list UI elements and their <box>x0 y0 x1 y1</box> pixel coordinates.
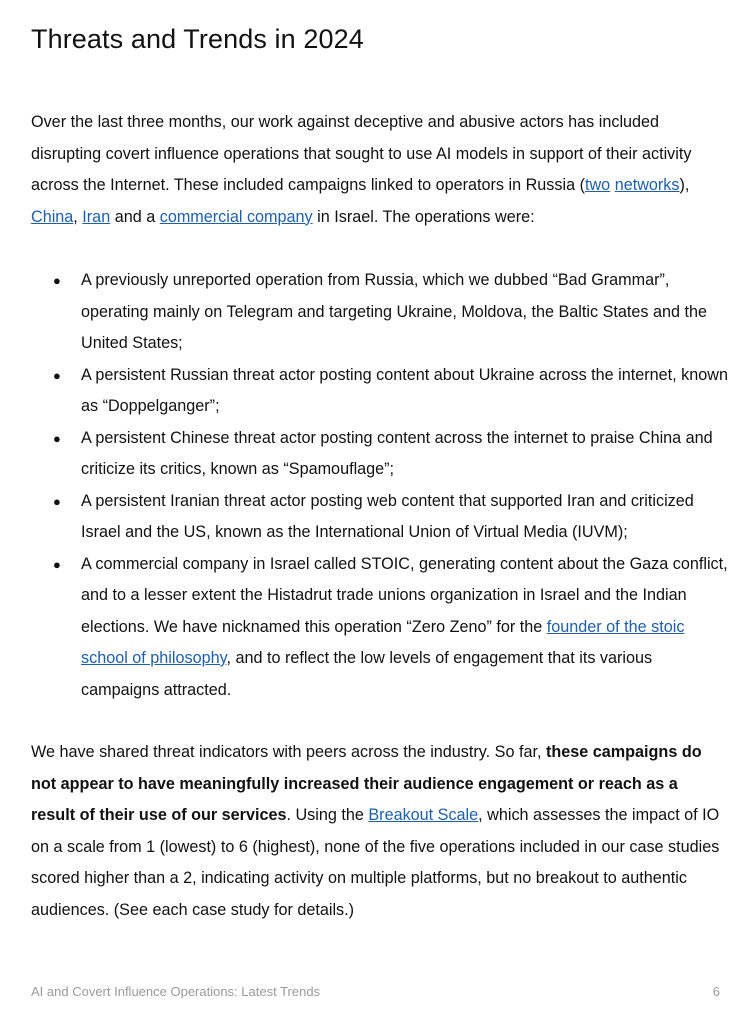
intro-paragraph <box>31 107 721 233</box>
list-item-text: A persistent Russian threat actor posting content about Ukraine across the internet, known as “Doppelganger”; <box>81 365 728 415</box>
closing-text: , which assesses the impact of IO on a scale from 1 (lowest) to 6 (highest), none of the five operations included in our case studies scored higher than a 2, indicating activity on multiple platforms, but no breakout to authentic audiences. (See each case study for details.) <box>31 806 720 919</box>
link-commercial-company[interactable]: commercial company <box>159 207 313 226</box>
list-item-text: A commercial company in Israel called STOIC, generating content about the Gaza conflict, and to a lesser extent the Histadrut trade unions organization in Israel and the Indian elections. We have nicknamed this operation “Zero Zeno” for the <box>81 554 728 636</box>
list-item <box>31 423 731 486</box>
link-networks[interactable]: networks <box>614 176 680 194</box>
intro-text: Over the last three months, our work against deceptive and abusive actors has included disrupting covert influence operations that sought to use AI models in support of their activity across the Internet. These included campaigns linked to operators in Russia ( <box>31 113 692 194</box>
intro-text: , <box>73 207 83 226</box>
closing-paragraph <box>31 737 721 926</box>
bullet-icon: ● <box>53 273 61 288</box>
page-title: Threats and Trends in 2024 <box>31 24 364 54</box>
closing-text: . Using the <box>286 806 369 824</box>
operations-list <box>31 265 731 706</box>
bullet-icon: ● <box>53 493 61 509</box>
page-number: 6 <box>712 984 720 999</box>
list-item-text: A persistent Iranian threat actor posting web content that supported Iran and criticized Israel and the US, known as the International Union of Virtual Media (IUVM); <box>81 491 694 541</box>
link-two[interactable]: two <box>584 176 611 194</box>
closing-text: We have shared threat indicators with peers across the industry. So far, <box>31 743 546 761</box>
intro-text: in Israel. The operations were: <box>312 207 535 226</box>
closing-bold-text: these campaigns do not appear to have meaningfully increased their audience engagement or reach as a result of their use of our services <box>31 743 702 824</box>
link-china[interactable]: China <box>31 207 74 226</box>
link-stoic-philosophy[interactable]: founder of the stoic school of philosophy <box>81 617 685 667</box>
link-iran[interactable]: Iran <box>82 207 111 226</box>
footer-title: AI and Covert Influence Operations: Latest Trends <box>31 984 321 999</box>
list-item-text: A previously unreported operation from Russia, which we dubbed “Bad Grammar”, operating mainly on Telegram and targeting Ukraine, Moldova, the Baltic States and the United States; <box>81 271 707 352</box>
intro-text: and a <box>110 207 160 226</box>
list-item <box>31 486 731 549</box>
link-breakout-scale[interactable]: Breakout Scale <box>368 806 479 824</box>
list-item <box>31 549 731 707</box>
list-item-text: A persistent Chinese threat actor posting content across the internet to praise China and criticize its critics, known as “Spamouflage”; <box>81 428 713 478</box>
list-item <box>31 360 731 423</box>
bullet-icon: ● <box>53 556 61 572</box>
bullet-icon: ● <box>53 367 61 383</box>
list-item-text: , and to reflect the low levels of engagement that its various campaigns attracted. <box>81 649 653 699</box>
list-item <box>31 265 731 360</box>
bullet-icon: ● <box>53 430 61 446</box>
intro-text: ), <box>679 176 690 194</box>
